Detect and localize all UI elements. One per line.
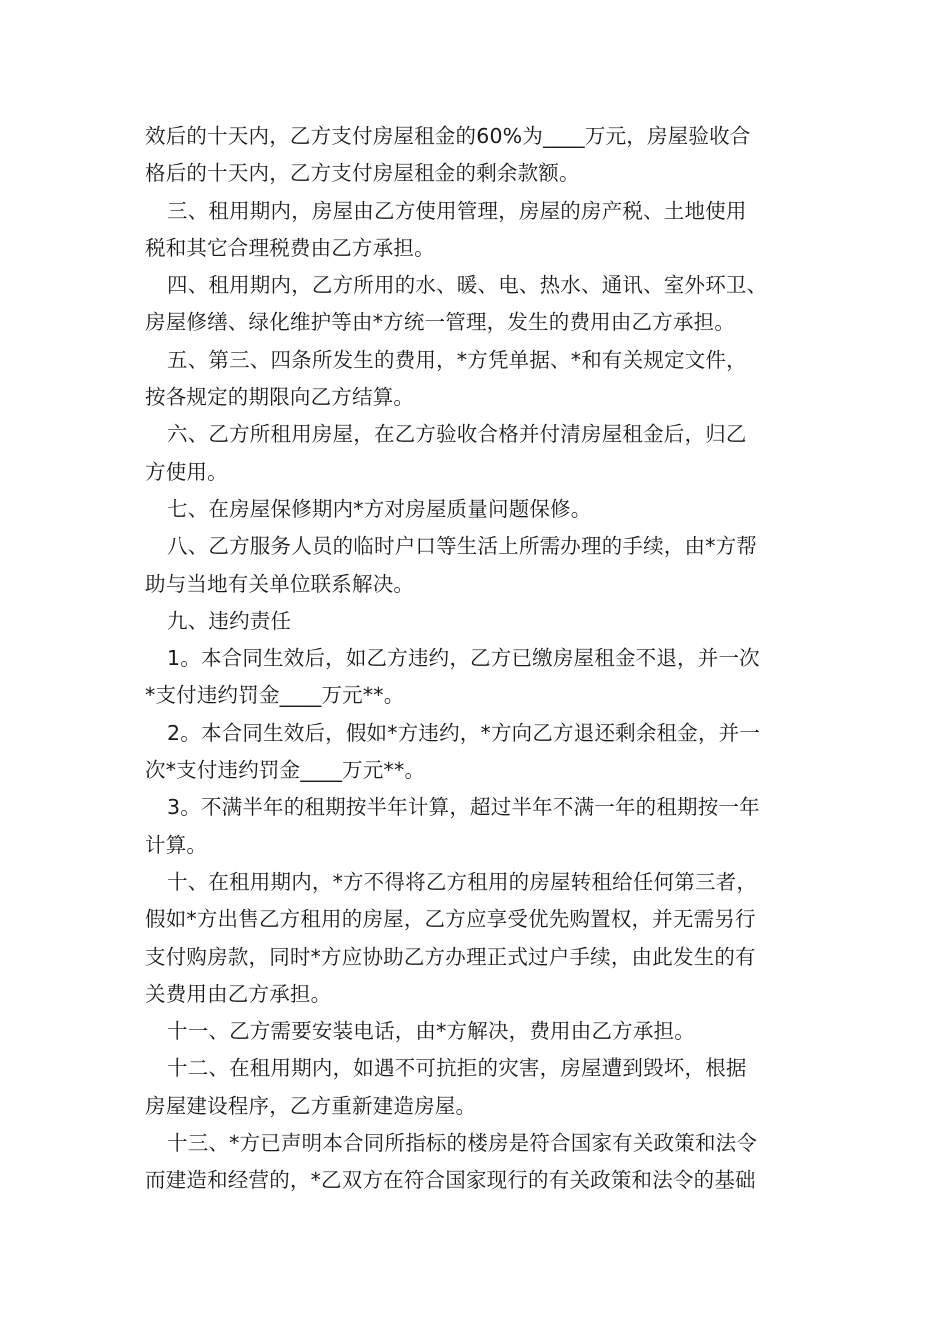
text-line: 1。本合同生效后，如乙方违约，乙方已缴房屋租金不退，并一次 — [167, 646, 760, 671]
text-line: 房屋修缮、绿化维护等由*方统一管理，发生的费用由乙方承担。 — [145, 310, 736, 335]
text-line: 而建造和经营的，*乙双方在符合国家现行的有关政策和法令的基础 — [145, 1168, 756, 1193]
text-line: 十一、乙方需要安装电话，由*方解决，费用由乙方承担。 — [167, 1019, 695, 1044]
text-line: 次*支付违约罚金____万元**。 — [145, 758, 426, 783]
text-line: 三、租用期内，房屋由乙方使用管理，房屋的房产税、土地使用 — [167, 198, 747, 223]
text-line: 2。本合同生效后，假如*方违约，*方向乙方退还剩余租金，并一 — [167, 720, 761, 745]
text-line: *支付违约罚金____万元**。 — [145, 683, 405, 708]
text-line: 十三、*方已声明本合同所指标的楼房是符合国家有关政策和法令 — [167, 1131, 758, 1156]
text-line: 按各规定的期限向乙方结算。 — [145, 385, 415, 410]
text-line: 计算。 — [145, 832, 208, 857]
document-body — [145, 118, 825, 1200]
text-line: 假如*方出售乙方租用的房屋，乙方应享受优先购置权，并无需另行 — [145, 907, 756, 932]
text-line: 格后的十天内，乙方支付房屋租金的剩余款额。 — [145, 161, 580, 186]
text-line: 六、乙方所租用房屋，在乙方验收合格并付清房屋租金后，归乙 — [167, 422, 747, 447]
text-line: 效后的十天内，乙方支付房屋租金的60%为____万元，房屋验收合 — [145, 124, 751, 148]
text-line: 方使用。 — [145, 459, 228, 484]
text-line: 助与当地有关单位联系解决。 — [145, 571, 415, 596]
text-line: 五、第三、四条所发生的费用，*方凭单据、*和有关规定文件， — [167, 347, 747, 372]
text-line: 七、在房屋保修期内*方对房屋质量问题保修。 — [167, 496, 592, 521]
text-line: 3。不满半年的租期按半年计算，超过半年不满一年的租期按一年 — [167, 795, 760, 820]
text-line: 支付购房款，同时*方应协助乙方办理正式过户手续，由此发生的有 — [145, 944, 756, 969]
text-line: 四、租用期内，乙方所用的水、暖、电、热水、通讯、室外环卫、 — [167, 273, 768, 298]
text-line: 十、在租用期内，*方不得将乙方租用的房屋转租给任何第三者， — [167, 869, 758, 894]
text-line: 房屋建设程序，乙方重新建造房屋。 — [145, 1093, 477, 1118]
text-line: 税和其它合理税费由乙方承担。 — [145, 235, 435, 260]
text-line: 九、违约责任 — [167, 608, 292, 633]
text-line: 十二、在租用期内，如遇不可抗拒的灾害，房屋遭到毁坏，根据 — [167, 1056, 747, 1081]
text-line: 八、乙方服务人员的临时户口等生活上所需办理的手续，由*方帮 — [167, 534, 758, 559]
text-line: 关费用由乙方承担。 — [145, 981, 332, 1006]
